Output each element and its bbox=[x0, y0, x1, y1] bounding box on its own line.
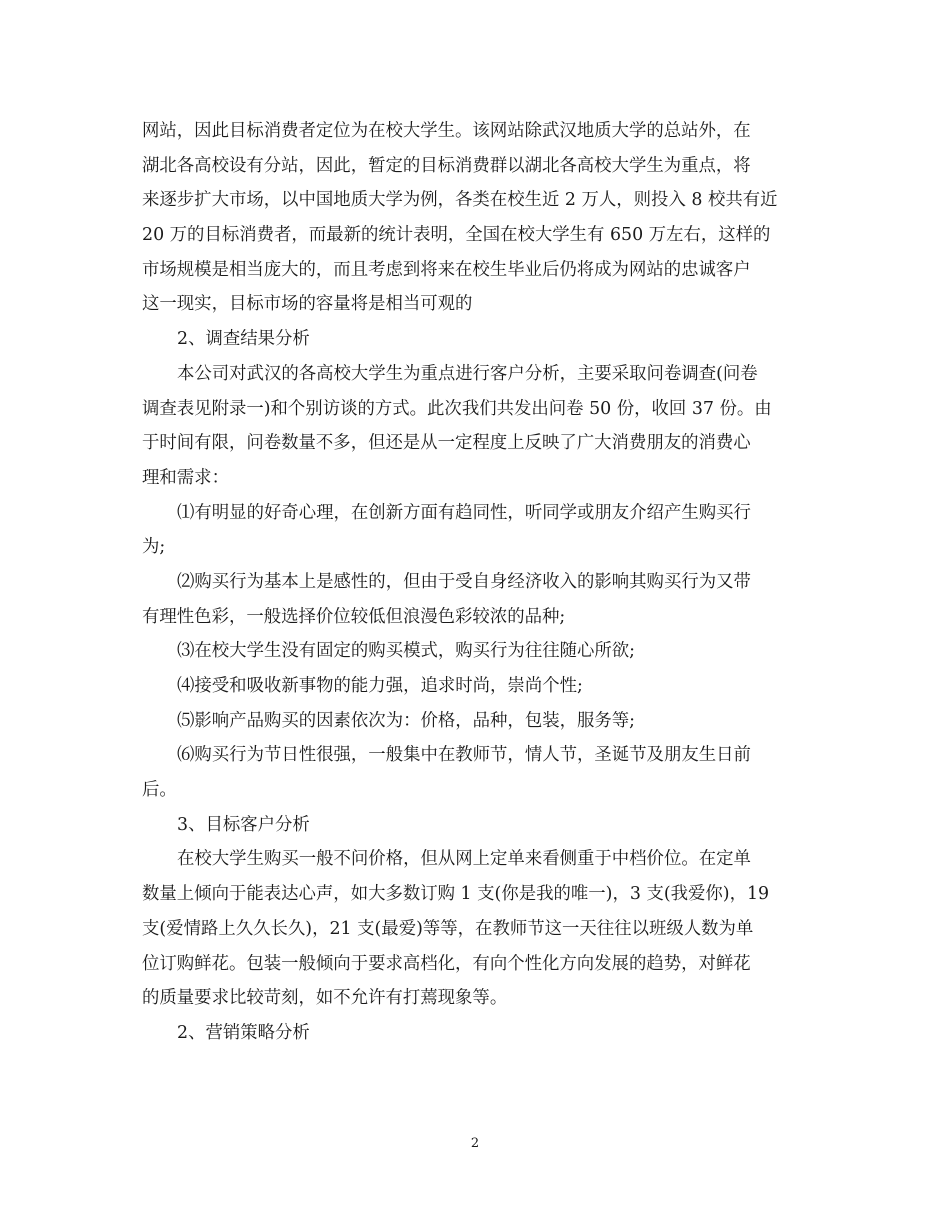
text-line: 湖北各高校设有分站，因此，暂定的目标消费群以湖北各高校大学生为重点，将 bbox=[142, 155, 751, 176]
text-line: 后。 bbox=[142, 780, 177, 801]
text-line: ⑷接受和吸收新事物的能力强，追求时尚，崇尚个性; bbox=[177, 676, 583, 696]
text-line: 为; bbox=[142, 537, 166, 558]
text-line: ⑴有明显的好奇心理，在创新方面有趋同性，听同学或朋友介绍产生购买行 bbox=[177, 502, 751, 523]
text-line: ⑵购买行为基本上是感性的，但由于受自身经济收入的影响其购买行为又带 bbox=[177, 571, 751, 592]
text-line: ⑶在校大学生没有固定的购买模式，购买行为往往随心所欲; bbox=[177, 641, 636, 662]
text-line: 数量上倾向于能表达心声，如大多数订购 1 支(你是我的唯一)，3 支(我爱你)，19 bbox=[142, 884, 770, 905]
text-line: 的质量要求比较苛刻，如不允许有打蔫现象等。 bbox=[142, 988, 508, 1009]
text-line: ⑸影响产品购买的因素依次为：价格，品种，包装，服务等; bbox=[177, 710, 636, 731]
text-line: 这一现实，目标市场的容量将是相当可观的 bbox=[142, 294, 473, 315]
text-line: 位订购鲜花。包装一般倾向于要求高档化，有向个性化方向发展的趋势，对鲜花 bbox=[142, 953, 751, 974]
text-line: 调查表见附录一)和个别访谈的方式。此次我们共发出问卷 50 份，收回 37 份。由 bbox=[142, 398, 772, 419]
text-line: 理和需求： bbox=[142, 467, 229, 488]
text-line: 2、营销策略分析 bbox=[177, 1022, 310, 1043]
text-line: 支(爱情路上久久长久)，21 支(最爱)等等，在教师节这一天往往以班级人数为单 bbox=[142, 918, 754, 939]
text-line: 于时间有限，问卷数量不多，但还是从一定程度上反映了广大消费朋友的消费心 bbox=[142, 433, 751, 454]
text-line: 来逐步扩大市场，以中国地质大学为例，各类在校生近 2 万人，则投入 8 校共有近 bbox=[142, 190, 778, 211]
text-line: 2、调查结果分析 bbox=[177, 329, 310, 350]
text-line: 本公司对武汉的各高校大学生为重点进行客户分析，主要采取问卷调查(问卷 bbox=[177, 363, 758, 384]
page-number: 2 bbox=[470, 1136, 480, 1151]
text-line: 在校大学生购买一般不问价格，但从网上定单来看侧重于中档价位。在定单 bbox=[177, 849, 751, 870]
text-line: 有理性色彩，一般选择价位较低但浪漫色彩较浓的品种; bbox=[142, 606, 566, 627]
text-line: 3、目标客户分析 bbox=[177, 814, 310, 835]
text-line: 20 万的目标消费者，而最新的统计表明，全国在校大学生有 650 万左右，这样的 bbox=[142, 225, 771, 246]
text-line: 市场规模是相当庞大的，而且考虑到将来在校生毕业后仍将成为网站的忠诚客户 bbox=[142, 259, 751, 280]
body-text bbox=[142, 114, 810, 1051]
text-line: 网站，因此目标消费者定位为在校大学生。该网站除武汉地质大学的总站外，在 bbox=[142, 121, 751, 141]
text-line: ⑹购买行为节日性很强，一般集中在教师节，情人节，圣诞节及朋友生日前 bbox=[177, 745, 751, 766]
